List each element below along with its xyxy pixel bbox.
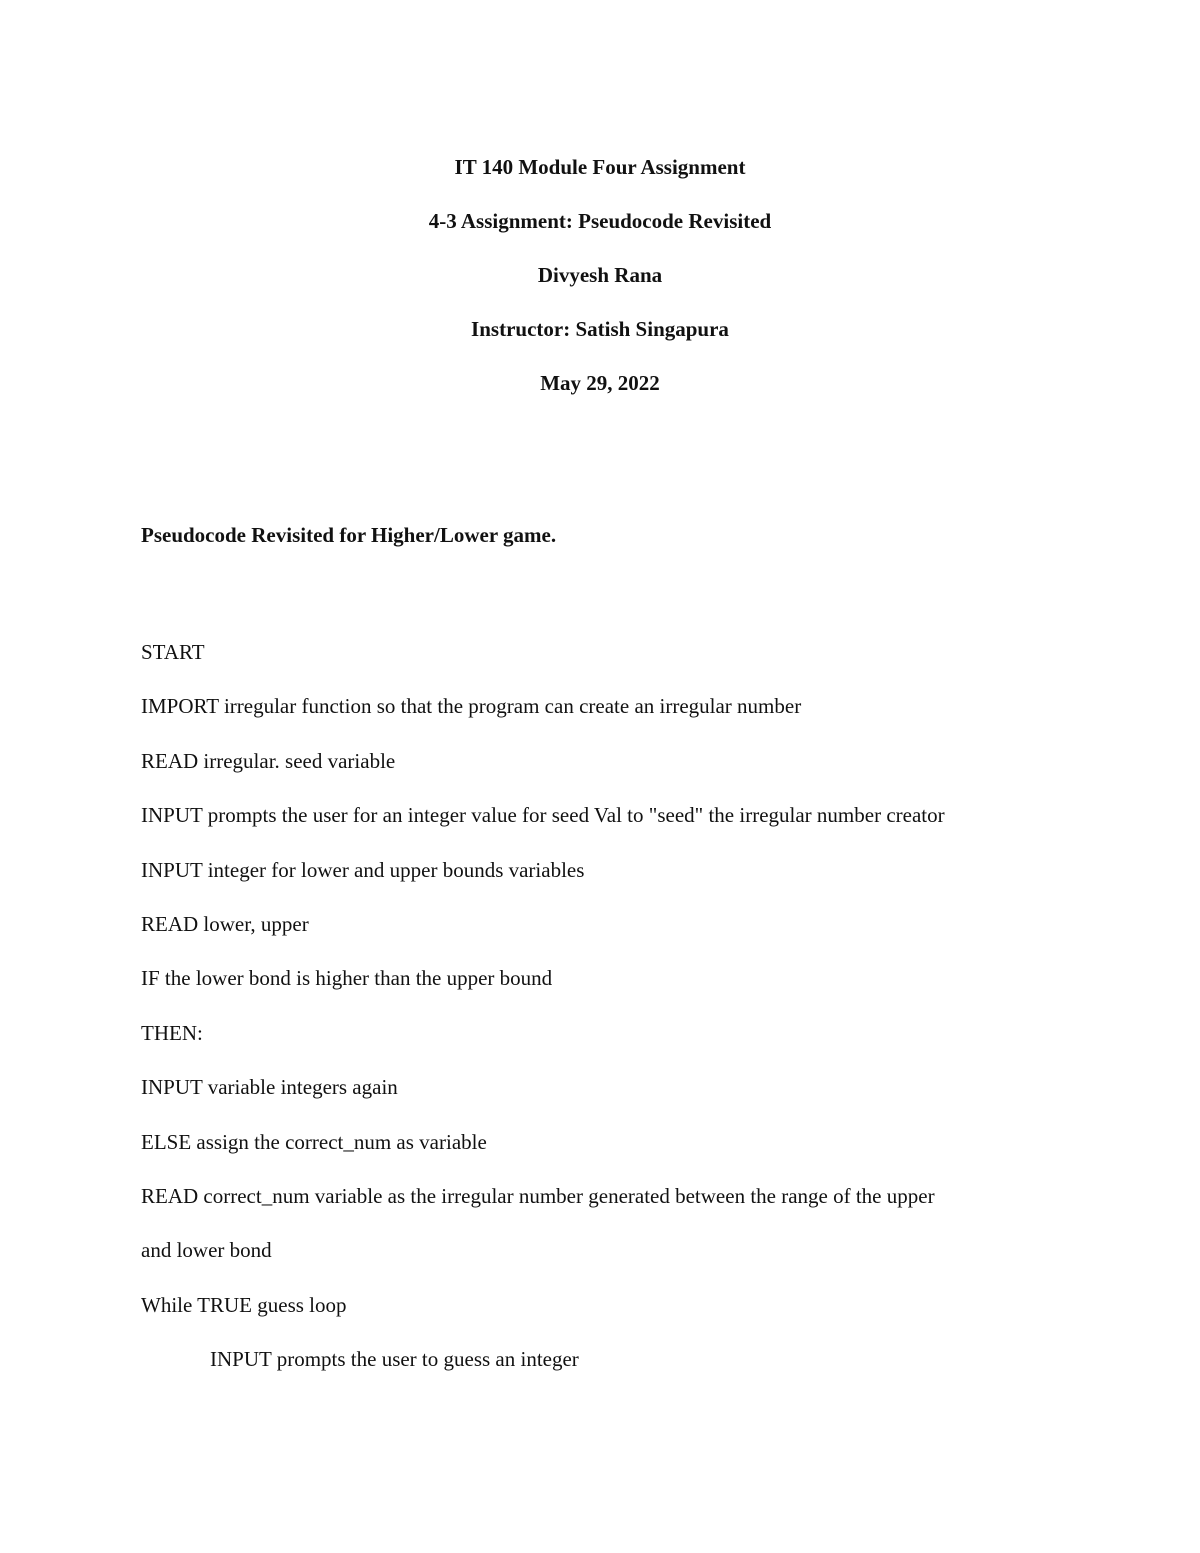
pseudocode-line: THEN: (141, 1020, 203, 1045)
pseudocode-line: READ correct_num variable as the irregular number generated between the range of the upper (141, 1183, 935, 1208)
pseudocode-line: READ irregular. seed variable (141, 748, 396, 773)
pseudocode-line: INPUT integer for lower and upper bounds variables (141, 857, 585, 882)
pseudocode-line: INPUT variable integers again (141, 1075, 398, 1100)
pseudocode-line: INPUT prompts the user to guess an integer (210, 1347, 579, 1372)
pseudocode-line: ELSE assign the correct_num as variable (141, 1129, 487, 1154)
pseudocode-line: While TRUE guess loop (141, 1292, 347, 1317)
title-block (0, 140, 1200, 410)
course-title: IT 140 Module Four Assignment (454, 155, 746, 179)
pseudocode-line: START (141, 640, 205, 664)
pseudocode-line: IF the lower bond is higher than the upper bound (141, 966, 553, 991)
pseudocode-line: IMPORT irregular function so that the program can create an irregular number (141, 694, 802, 719)
instructor-name: Instructor: Satish Singapura (471, 317, 729, 341)
pseudocode-line: READ lower, upper (141, 911, 309, 936)
document-date: May 29, 2022 (540, 371, 660, 395)
section-heading: Pseudocode Revisited for Higher/Lower game. (141, 523, 557, 547)
pseudocode-block (141, 625, 1061, 1386)
pseudocode-line: and lower bond (141, 1238, 272, 1263)
pseudocode-line: INPUT prompts the user for an integer value for seed Val to "seed" the irregular number creator (141, 803, 945, 828)
author-name: Divyesh Rana (537, 263, 663, 287)
assignment-title: 4-3 Assignment: Pseudocode Revisited (428, 209, 772, 233)
